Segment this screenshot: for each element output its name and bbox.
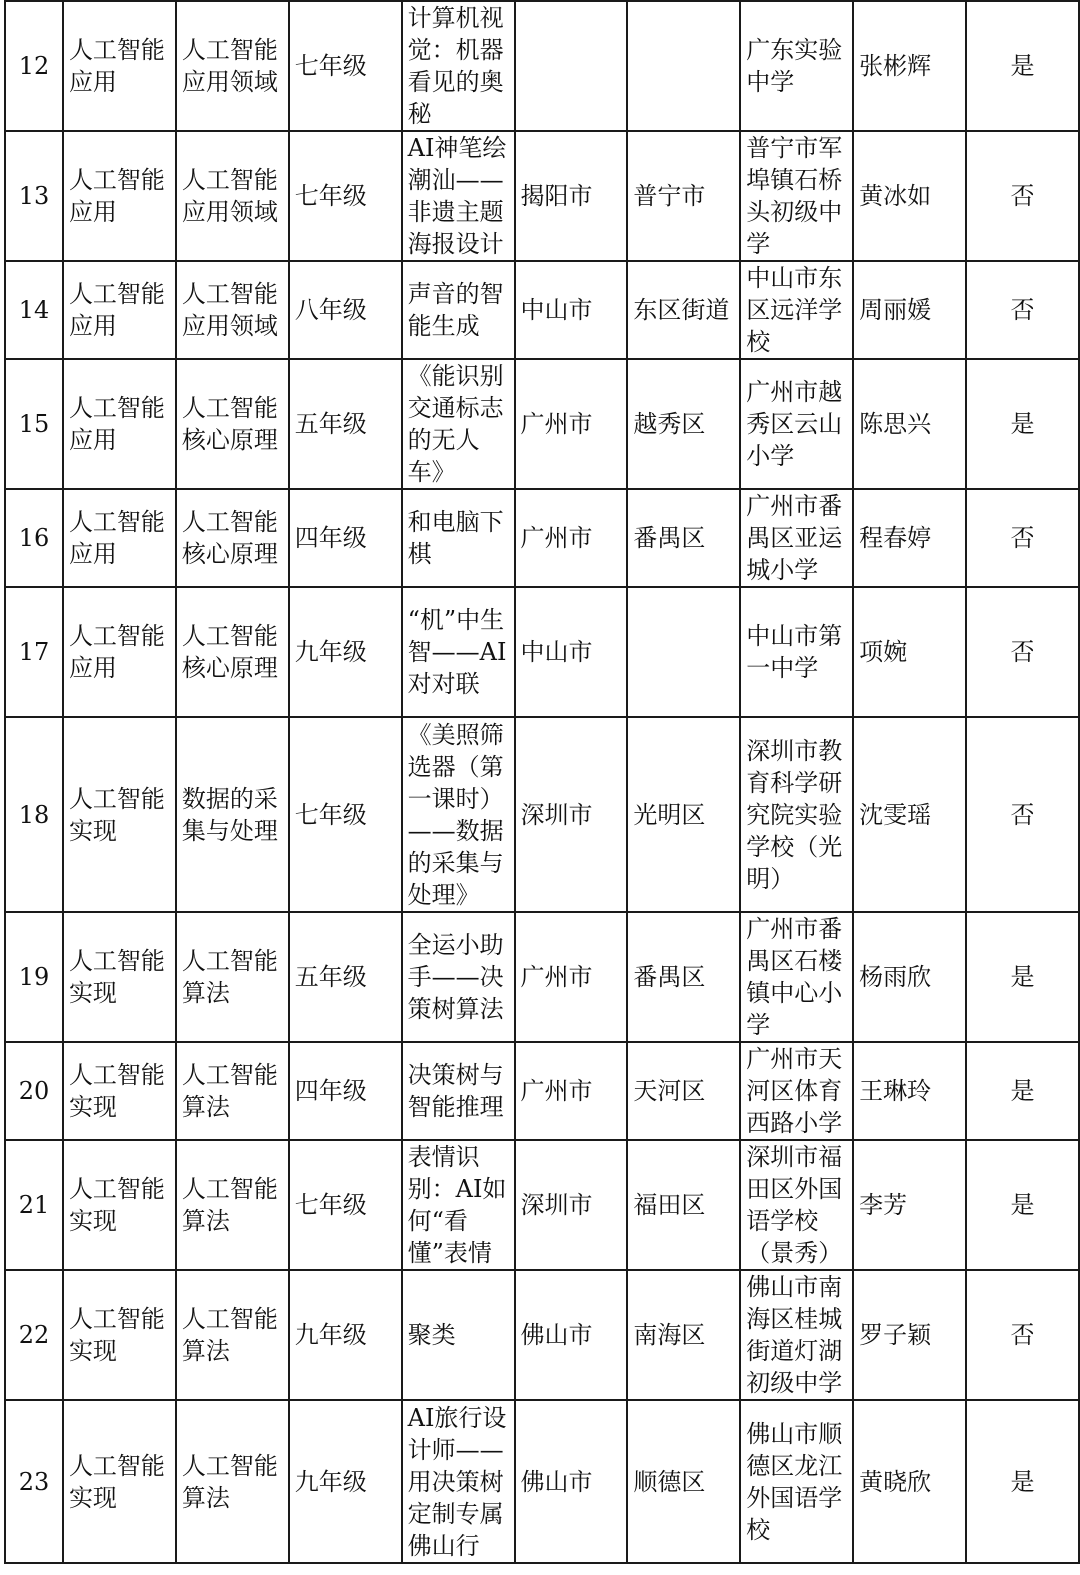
- school-cell: 广州市番禺区石楼镇中心小学: [740, 912, 853, 1042]
- flag-cell: 是: [966, 1042, 1079, 1140]
- teacher-cell: 李芳: [853, 1140, 966, 1270]
- grade-cell: 七年级: [289, 717, 402, 912]
- category-cell: 人工智能实现: [63, 1400, 176, 1563]
- table-row: [5, 912, 1079, 1042]
- grade-cell: 九年级: [289, 587, 402, 717]
- flag-cell: 是: [966, 912, 1079, 1042]
- table-body: [5, 1, 1079, 1563]
- module-cell: 人工智能核心原理: [176, 587, 289, 717]
- district-cell: 番禺区: [627, 912, 740, 1042]
- school-cell: 普宁市军埠镇石桥头初级中学: [740, 131, 853, 261]
- school-cell: 广州市越秀区云山小学: [740, 359, 853, 489]
- course-title-cell: 决策树与智能推理: [402, 1042, 515, 1140]
- module-cell: 人工智能应用领域: [176, 261, 289, 359]
- category-cell: 人工智能应用: [63, 261, 176, 359]
- category-cell: 人工智能实现: [63, 1140, 176, 1270]
- row-number: 22: [5, 1270, 63, 1400]
- course-title-cell: 《能识别交通标志的无人车》: [402, 359, 515, 489]
- course-table: [4, 0, 1080, 1564]
- table-row: [5, 131, 1079, 261]
- city-cell: [515, 1, 628, 131]
- district-cell: 福田区: [627, 1140, 740, 1270]
- city-cell: 广州市: [515, 1042, 628, 1140]
- category-cell: 人工智能应用: [63, 131, 176, 261]
- district-cell: 南海区: [627, 1270, 740, 1400]
- table-row: [5, 261, 1079, 359]
- course-title-cell: AI神笔绘潮汕——非遗主题海报设计: [402, 131, 515, 261]
- district-cell: 光明区: [627, 717, 740, 912]
- teacher-cell: 张彬辉: [853, 1, 966, 131]
- city-cell: 广州市: [515, 359, 628, 489]
- teacher-cell: 程春婷: [853, 489, 966, 587]
- district-cell: 顺德区: [627, 1400, 740, 1563]
- course-title-cell: 聚类: [402, 1270, 515, 1400]
- row-number: 18: [5, 717, 63, 912]
- grade-cell: 四年级: [289, 489, 402, 587]
- grade-cell: 九年级: [289, 1400, 402, 1563]
- category-cell: 人工智能应用: [63, 1, 176, 131]
- table-row: [5, 489, 1079, 587]
- category-cell: 人工智能应用: [63, 359, 176, 489]
- row-number: 19: [5, 912, 63, 1042]
- module-cell: 人工智能算法: [176, 1400, 289, 1563]
- course-title-cell: 全运小助手——决策树算法: [402, 912, 515, 1042]
- course-title-cell: AI旅行设计师——用决策树定制专属佛山行: [402, 1400, 515, 1563]
- flag-cell: 否: [966, 587, 1079, 717]
- school-cell: 佛山市顺德区龙江外国语学校: [740, 1400, 853, 1563]
- course-title-cell: “机”中生智——AI对对联: [402, 587, 515, 717]
- district-cell: 天河区: [627, 1042, 740, 1140]
- table-row: [5, 1270, 1079, 1400]
- district-cell: 东区街道: [627, 261, 740, 359]
- category-cell: 人工智能应用: [63, 587, 176, 717]
- module-cell: 人工智能核心原理: [176, 359, 289, 489]
- school-cell: 深圳市教育科学研究院实验学校（光明）: [740, 717, 853, 912]
- grade-cell: 五年级: [289, 359, 402, 489]
- category-cell: 人工智能应用: [63, 489, 176, 587]
- city-cell: 佛山市: [515, 1400, 628, 1563]
- module-cell: 数据的采集与处理: [176, 717, 289, 912]
- city-cell: 中山市: [515, 261, 628, 359]
- table-row: [5, 717, 1079, 912]
- city-cell: 揭阳市: [515, 131, 628, 261]
- flag-cell: 否: [966, 717, 1079, 912]
- city-cell: 中山市: [515, 587, 628, 717]
- grade-cell: 七年级: [289, 131, 402, 261]
- module-cell: 人工智能应用领域: [176, 131, 289, 261]
- district-cell: 越秀区: [627, 359, 740, 489]
- category-cell: 人工智能实现: [63, 912, 176, 1042]
- module-cell: 人工智能应用领域: [176, 1, 289, 131]
- row-number: 15: [5, 359, 63, 489]
- school-cell: 广东实验中学: [740, 1, 853, 131]
- flag-cell: 否: [966, 131, 1079, 261]
- row-number: 12: [5, 1, 63, 131]
- district-cell: 普宁市: [627, 131, 740, 261]
- course-title-cell: 声音的智能生成: [402, 261, 515, 359]
- teacher-cell: 沈雯瑶: [853, 717, 966, 912]
- teacher-cell: 黄冰如: [853, 131, 966, 261]
- school-cell: 中山市东区远洋学校: [740, 261, 853, 359]
- flag-cell: 否: [966, 489, 1079, 587]
- teacher-cell: 黄晓欣: [853, 1400, 966, 1563]
- table-row: [5, 587, 1079, 717]
- row-number: 23: [5, 1400, 63, 1563]
- table-row: [5, 1042, 1079, 1140]
- category-cell: 人工智能实现: [63, 1042, 176, 1140]
- flag-cell: 否: [966, 261, 1079, 359]
- city-cell: 广州市: [515, 489, 628, 587]
- city-cell: 深圳市: [515, 1140, 628, 1270]
- table-row: [5, 1400, 1079, 1563]
- grade-cell: 四年级: [289, 1042, 402, 1140]
- grade-cell: 八年级: [289, 261, 402, 359]
- grade-cell: 五年级: [289, 912, 402, 1042]
- district-cell: 番禺区: [627, 489, 740, 587]
- category-cell: 人工智能实现: [63, 1270, 176, 1400]
- teacher-cell: 陈思兴: [853, 359, 966, 489]
- row-number: 17: [5, 587, 63, 717]
- table-row: [5, 1, 1079, 131]
- teacher-cell: 罗子颖: [853, 1270, 966, 1400]
- module-cell: 人工智能算法: [176, 1270, 289, 1400]
- grade-cell: 七年级: [289, 1140, 402, 1270]
- row-number: 21: [5, 1140, 63, 1270]
- school-cell: 广州市番禺区亚运城小学: [740, 489, 853, 587]
- flag-cell: 是: [966, 1400, 1079, 1563]
- flag-cell: 否: [966, 1270, 1079, 1400]
- teacher-cell: 王琳玲: [853, 1042, 966, 1140]
- table-row: [5, 359, 1079, 489]
- school-cell: 中山市第一中学: [740, 587, 853, 717]
- district-cell: [627, 587, 740, 717]
- flag-cell: 是: [966, 1140, 1079, 1270]
- row-number: 13: [5, 131, 63, 261]
- module-cell: 人工智能算法: [176, 912, 289, 1042]
- grade-cell: 九年级: [289, 1270, 402, 1400]
- city-cell: 佛山市: [515, 1270, 628, 1400]
- school-cell: 深圳市福田区外国语学校（景秀）: [740, 1140, 853, 1270]
- document-page: [4, 0, 1080, 1564]
- grade-cell: 七年级: [289, 1, 402, 131]
- course-title-cell: 计算机视觉：机器看见的奥秘: [402, 1, 515, 131]
- teacher-cell: 杨雨欣: [853, 912, 966, 1042]
- flag-cell: 是: [966, 359, 1079, 489]
- course-title-cell: 和电脑下棋: [402, 489, 515, 587]
- row-number: 20: [5, 1042, 63, 1140]
- teacher-cell: 周丽媛: [853, 261, 966, 359]
- row-number: 16: [5, 489, 63, 587]
- teacher-cell: 项婉: [853, 587, 966, 717]
- city-cell: 深圳市: [515, 717, 628, 912]
- category-cell: 人工智能实现: [63, 717, 176, 912]
- module-cell: 人工智能核心原理: [176, 489, 289, 587]
- course-title-cell: 《美照筛选器（第一课时）——数据的采集与处理》: [402, 717, 515, 912]
- table-row: [5, 1140, 1079, 1270]
- school-cell: 佛山市南海区桂城街道灯湖初级中学: [740, 1270, 853, 1400]
- module-cell: 人工智能算法: [176, 1042, 289, 1140]
- row-number: 14: [5, 261, 63, 359]
- flag-cell: 是: [966, 1, 1079, 131]
- course-title-cell: 表情识别：AI如何“看懂”表情: [402, 1140, 515, 1270]
- district-cell: [627, 1, 740, 131]
- module-cell: 人工智能算法: [176, 1140, 289, 1270]
- city-cell: 广州市: [515, 912, 628, 1042]
- school-cell: 广州市天河区体育西路小学: [740, 1042, 853, 1140]
